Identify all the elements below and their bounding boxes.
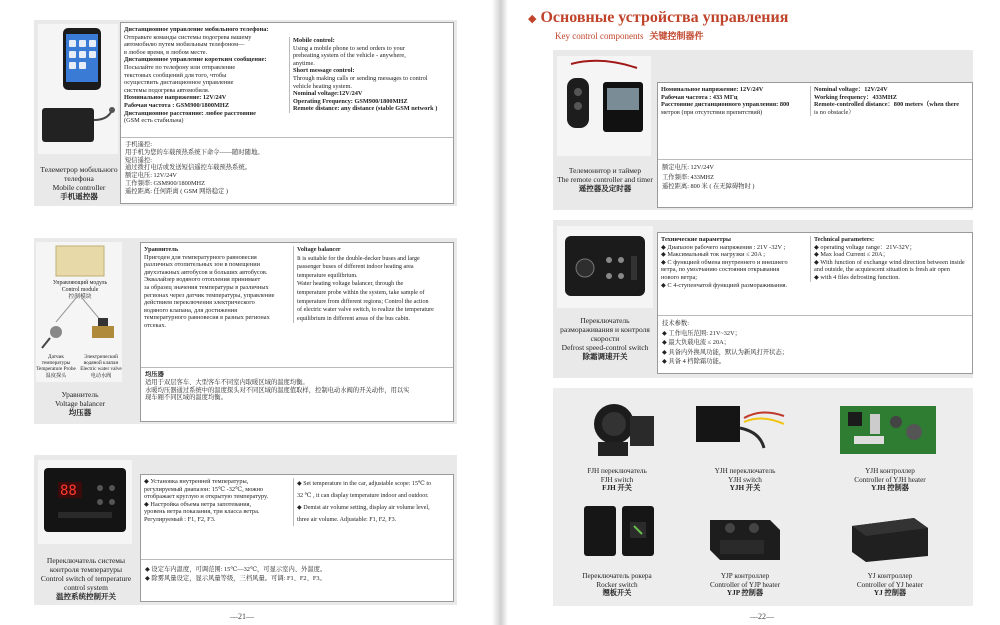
spec-line: автомобилю путем мобильным телефоном— [124, 41, 245, 49]
spec-line: ◆ Set temperature in the car, adjustable scope: 15℃ to [297, 481, 432, 487]
component-cn: YJP 控制器 [726, 589, 764, 598]
remote-timer-caption [555, 166, 655, 193]
caption-line: Телемонитор и таймер [568, 166, 642, 175]
component-cn: YJ 控制器 [873, 589, 907, 598]
cn-specs [125, 141, 449, 196]
left-page [0, 0, 492, 625]
divider [658, 315, 972, 316]
spec-line: Remote-controlled distance：800 meters（when there [814, 101, 960, 109]
sub-caption: 控制模块 [68, 293, 92, 300]
control-switch-photo [38, 460, 132, 544]
spec-line: 用手机为您的车载预热系统下命令——随时随地。 [125, 148, 264, 156]
spec-line: three air volume. Adjustable: F1, F2, F3. [297, 517, 397, 523]
en-specs [293, 478, 451, 526]
spec-line: ◆ With function of exchange wind direction between inside [814, 258, 965, 266]
temperature-probe-label [34, 354, 78, 379]
spec-line: Технические параметры [661, 236, 731, 243]
spec-line: Nominal voltage:12V/24V [293, 90, 363, 98]
caption-line: Уравнитель [61, 390, 99, 399]
caption-line: 均压器 [68, 408, 92, 417]
title-text: Основные устройства управления [540, 9, 789, 26]
spec-line: текстовых сообщений для того, чтобы [124, 71, 227, 79]
divider [658, 159, 972, 160]
spec-line: 通过拨打电话或发送短信遥控车载预热系统。 [125, 164, 251, 172]
mobile-controller-caption [36, 165, 122, 201]
cn-specs [145, 565, 449, 583]
component-ru: FJH переключатель [587, 467, 647, 475]
caption-line: control system [64, 583, 108, 592]
ru-specs [124, 26, 286, 125]
spec-line: vehicle heating system. [293, 82, 352, 90]
spec-line: Рабочая частота : GSM900/1800MHZ [124, 101, 230, 109]
component-cn: 翘板开关 [602, 589, 632, 598]
component-en: Rocker switch [596, 580, 638, 589]
cn-specs [662, 163, 968, 192]
divider [141, 367, 453, 368]
spec-line: Номинальное напряжение: 12V/24V [661, 86, 764, 93]
spec-line: действием переключения электрического [144, 299, 255, 307]
caption-line: скорости [590, 334, 620, 343]
spec-line: Дистанционное расстояние: любое расстояние [124, 109, 256, 117]
caption-line: Телеметрор мобильного [40, 165, 118, 174]
section-subtitle [555, 29, 704, 42]
spec-line: водяного клапана, для достижения [144, 306, 237, 314]
remote-timer-photo [557, 56, 651, 156]
spec-line: осуществить дистанционное управление [124, 79, 234, 87]
spec-line: 手机遥控: [125, 141, 152, 148]
spec-line: ◆ Настройка объема ветра запотевания, [144, 500, 252, 508]
caption-line: 除霜调速开关 [582, 352, 628, 361]
spec-line: 32 ℃ , it can display temperature indoor and outdoor. [297, 493, 429, 499]
spec-line: Working frequency：433MHZ [814, 93, 897, 101]
component-rocker-switch [562, 572, 672, 598]
spec-line: ◆ Диапазон рабочего напряжения : 21V -32V ; [661, 243, 786, 251]
remote-timer-spec-box [657, 82, 973, 208]
spec-line: equilibrium in different areas of the bus cabin. [297, 315, 410, 322]
sub-caption: 电动水阀 [90, 372, 112, 379]
component-en: Controller of YJ heater [856, 580, 924, 589]
spec-line: passenger buses of different indoor heating area [297, 264, 414, 271]
spec-line: 水暖均压器通过系统中的温度探头对不同区域的温度值取样，控制电动水阀的开关动作，用以实 [145, 386, 410, 394]
sub-caption: Control module [61, 286, 99, 293]
spec-line: preheating system of the vehicle - anywhere, [293, 52, 406, 60]
component-ru: YJ контроллер [867, 572, 913, 580]
spec-line: It is suitable for the double-decker buses and large [297, 255, 420, 262]
spec-line: Using a mobile phone to send orders to your [293, 44, 405, 52]
spec-line: ветра, по умолчанию состояния открывания [661, 266, 780, 274]
spec-line: 遥控距离: 800 米 ( 在无障碍物时 ) [662, 183, 755, 190]
spec-line: Mobile control: [293, 37, 335, 44]
page-number: —22— [750, 612, 774, 621]
water-valve-label [78, 354, 124, 379]
caption-line: 手机遥控器 [60, 192, 98, 201]
spec-line: 技术参数: [662, 320, 689, 327]
spec-line: отсеках. [144, 321, 167, 329]
spec-line: Уравнитель [144, 246, 179, 253]
spec-line: Посылайте по телефону или отправление [124, 63, 236, 71]
spec-line: temperature probe within the system, take sample of [297, 289, 425, 296]
component-ru: Переключатель рокера [582, 572, 652, 580]
voltage-balancer-spec-box [140, 242, 454, 422]
spec-line: temperature equilibrium. [297, 272, 358, 279]
spec-line: Расстояние дистанционного управления: 800 [661, 101, 790, 109]
component-yjh-controller [835, 467, 945, 493]
spec-line: ◆ 具备 4 档除霜功能。 [662, 358, 726, 365]
spec-line: 现车厢不同区域的温度均衡。 [145, 394, 227, 402]
spec-line: 工作频率: 433MHZ [662, 173, 714, 181]
spec-line: регионах через датчик температуры, управление [144, 291, 275, 299]
yjp-controller-image [700, 506, 790, 568]
spec-line: отображает круглую и открытую температуру. [144, 493, 269, 501]
caption-line: телефона [64, 174, 94, 183]
spec-line: ◆ 工作电压范围: 21V~32V； [662, 329, 741, 337]
spec-line: Nominal voltage：12V/24V [814, 86, 888, 93]
spec-line: ◆ Установка внутренней температуры, [144, 478, 249, 485]
sub-caption: Electric water valve [80, 366, 122, 373]
caption-line: контроля температуры [49, 565, 123, 574]
spec-line: 均压器 [145, 371, 164, 378]
caption-line: 遥控器及定时器 [578, 184, 632, 193]
spec-line: ◆ 除雾风量设定，显示风量等级，三档风量。可调: F1、F2、F3。 [145, 575, 326, 582]
component-ru: YJH контроллер [865, 467, 915, 475]
spec-line: уровень ветра показания, три класса ветра. [144, 508, 260, 516]
spec-line: температурного равновесия в разных регионах [144, 314, 270, 322]
spec-line: ◆ with 4 files defrosting function. [814, 273, 900, 281]
rocker-switch-image [580, 502, 660, 564]
spec-line: ◆ Max load Current ≤ 20A； [814, 251, 889, 259]
divider [141, 559, 453, 560]
sub-caption: Электрический водяной клапан [83, 354, 119, 367]
en-specs [289, 37, 451, 113]
spec-line: регулируемый диапазон: 15℃ -32℃, можно [144, 485, 264, 493]
control-switch-spec-box [140, 474, 454, 602]
spec-line: of electric water valve switch, to realize the temperature [297, 307, 434, 314]
spec-line: Voltage balancer [297, 247, 341, 253]
spec-line: ◆ С функцией обмена внутреннего и внешнего [661, 258, 788, 266]
spec-line: 遥控距离: 任何距离 ( GSM 网络稳定 ) [125, 187, 229, 195]
spec-line: Water heating voltage balancer, through the [297, 281, 404, 288]
component-en: YJH switch [728, 475, 762, 484]
en-specs [293, 246, 451, 323]
yjh-switch-image [690, 398, 790, 462]
component-yj-controller [835, 572, 945, 598]
component-cn: YJH 开关 [729, 484, 761, 493]
spec-line: в любое время, в любом месте. [124, 48, 208, 56]
spec-line: Through making calls or sending messages to control [293, 74, 428, 82]
caption-line: размораживания и контроля [560, 325, 650, 334]
defrost-switch-caption [555, 316, 655, 361]
caption-line: Переключатель системы [46, 556, 126, 565]
subtitle-en: Key control components [555, 31, 644, 41]
caption-line: Voltage balancer [54, 399, 106, 408]
caption-line: Control switch of temperature [40, 574, 132, 583]
spec-line: 工作频率: GSM900/1800MHZ [125, 179, 205, 187]
book-gutter [492, 0, 508, 625]
defrost-switch-spec-box [657, 232, 973, 374]
control-switch-caption [36, 556, 136, 601]
cn-specs [145, 371, 449, 402]
spec-line: Technical parameters: [814, 236, 875, 243]
spec-line: Номинальное напряжение: 12V/24V [124, 94, 227, 102]
caption-line: Mobile controller [52, 183, 106, 192]
section-title [528, 9, 788, 27]
spec-line: ◆ 具备内外换风功能，默认为新风打开状态； [662, 348, 789, 356]
control-module-label [38, 280, 122, 300]
subtitle-cn: 关键控制器件 [649, 31, 704, 41]
spec-line: (GSM есть стабильна) [124, 117, 184, 125]
ru-specs [661, 86, 809, 116]
component-cn: FJH 开关 [602, 484, 632, 493]
spec-line: Пригоден для температурного равновесия [144, 253, 257, 261]
spec-line: ◆ 最大负载电流 ≤ 20A； [662, 339, 730, 346]
spec-line: ◆ С 4-ступенчатой функцией размораживания. [661, 281, 788, 289]
diamond-icon: ◆ [528, 13, 537, 25]
spec-line: Регулируемый : F1, F2, F3. [144, 515, 216, 523]
component-yjp-controller [690, 572, 800, 598]
spec-line: 适用于双层客车、大型客车不同室内取暖区域的温度均衡。 [145, 378, 309, 386]
spec-line: за образец значения температуры в различных [144, 283, 269, 291]
caption-line: Переключатель [580, 316, 630, 325]
caption-line: The remote controller and timer [557, 175, 653, 184]
sub-caption: Temperature Probe [36, 366, 76, 373]
spec-line: ◆ Demist air volume setting, display air volume level, [297, 505, 430, 511]
caption-line: 温控系统控制开关 [56, 592, 116, 601]
voltage-balancer-caption [38, 390, 122, 417]
spec-line: temperature from different regions; Control the action [297, 298, 429, 305]
ru-specs [144, 246, 292, 330]
svg-text:88: 88 [60, 483, 77, 499]
ru-specs [661, 236, 809, 289]
sub-caption: Датчик температуры [41, 354, 71, 367]
component-fjh-switch [562, 467, 672, 493]
spec-line: Отправьте команды системы подогрева вашему [124, 33, 252, 41]
ru-specs [144, 478, 292, 524]
spec-line: Дистанционное управление мобильного телефона: [124, 26, 269, 33]
spec-line: is no obstacle） [814, 108, 855, 116]
component-en: Controller of YJH heater [854, 475, 926, 484]
spec-line: метров (при отсутствии препятствий) [661, 108, 763, 116]
yj-controller-image [844, 506, 934, 568]
spec-line: and outside, the acquiescent situation is fresh air open [814, 266, 950, 274]
spec-line: Эквалайзер водяного отопления принимает [144, 276, 261, 284]
spec-line: ◆ 设定车内温度，可调范围: 15℃—32℃，可显示室内、外温度。 [145, 566, 327, 573]
spec-line: ◆ operating voltage range：21V-32V； [814, 243, 916, 251]
spec-line: 额定电压: 12V/24V [125, 172, 177, 180]
spec-line: системы подогрева автомобиля. [124, 86, 210, 94]
mobile-controller-photo [38, 24, 118, 154]
component-ru: YJH переключатель [714, 467, 776, 475]
component-ru: YJP контроллер [720, 572, 770, 580]
divider [121, 137, 453, 138]
spec-line: Дистанционное управление коротким сообщение: [124, 56, 267, 64]
component-en: Controller of YJP heater [710, 580, 780, 589]
spec-line: различных отопительных зон в помещении [144, 261, 260, 269]
defrost-switch-photo [557, 226, 653, 308]
component-en: FJH switch [600, 475, 634, 484]
fjh-switch-image [578, 398, 660, 462]
caption-line: Defrost speed-control switch [561, 343, 649, 352]
spec-line: Рабочая частота : 433 МГц [661, 93, 738, 101]
spec-line: Operating Frequency: GSM900/1800MHZ [293, 97, 408, 105]
spec-line: 短信遥控: [125, 156, 152, 164]
yjh-controller-image [834, 396, 942, 462]
spec-line: anytime. [293, 59, 315, 67]
spec-line: Remote distance: any distance (stable GSM network ) [293, 105, 438, 113]
en-specs [810, 236, 970, 282]
spec-line: двухэтажных автобусов и больших автобусов. [144, 268, 268, 276]
sub-caption: 温度探头 [45, 372, 67, 379]
spec-line: Short message control: [293, 67, 355, 75]
cn-specs [662, 319, 968, 367]
mobile-controller-spec-box [120, 22, 454, 204]
component-yjh-switch [690, 467, 800, 493]
en-specs [810, 86, 970, 116]
page-number: —21— [230, 612, 254, 621]
spec-line: 额定电压: 12V/24V [662, 164, 714, 171]
spec-line: нового ветра; [661, 273, 697, 281]
component-cn: YJH 控制器 [871, 484, 909, 493]
spec-line: ◆ Максимальный ток нагрузки ≤ 20A ; [661, 251, 765, 259]
sub-caption: Управляющий модуль [52, 280, 108, 286]
